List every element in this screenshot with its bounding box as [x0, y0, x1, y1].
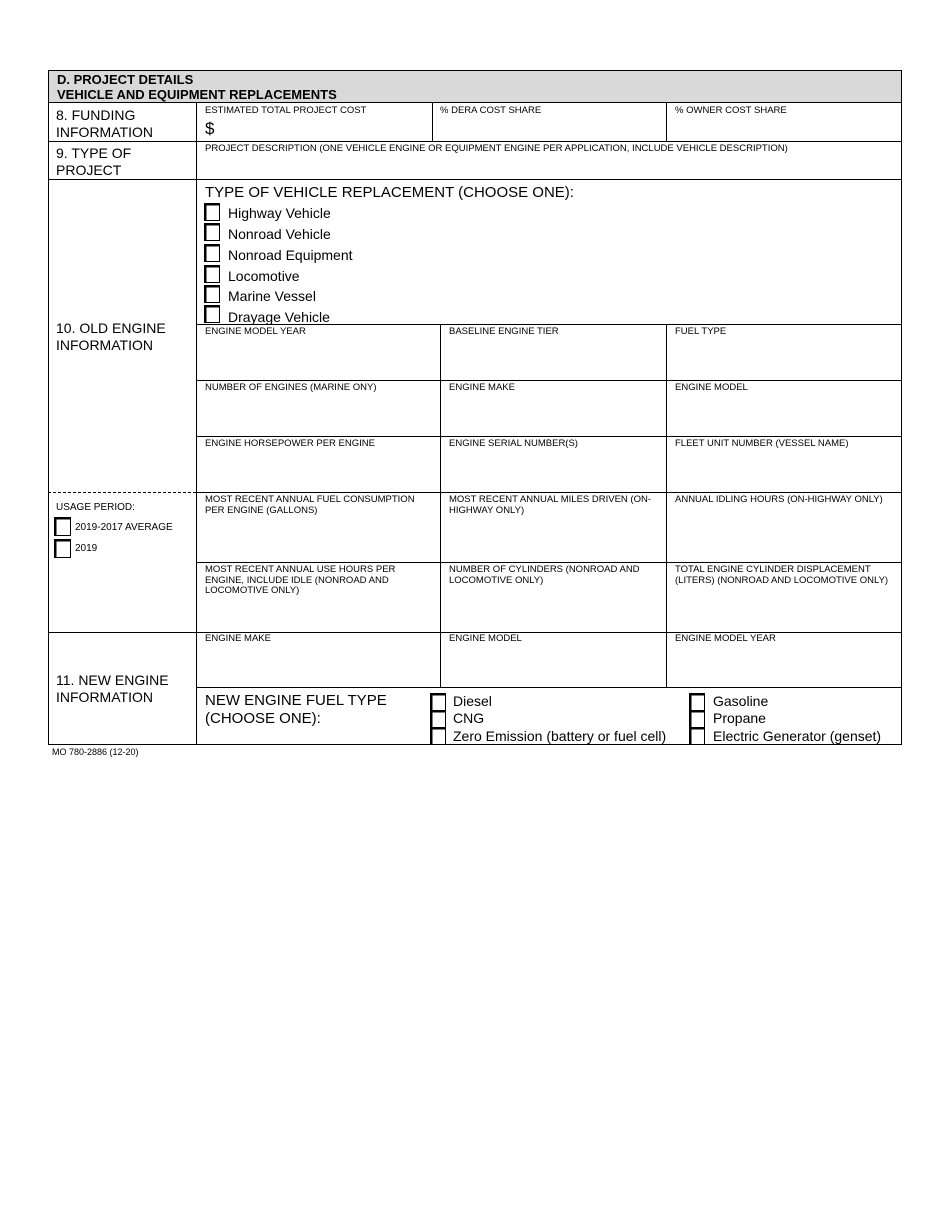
serial-numbers-input[interactable] [449, 452, 659, 488]
old-engine-make-input[interactable] [449, 396, 659, 432]
idling-hours-label: ANNUAL IDLING HOURS (ON-HIGHWAY ONLY) [675, 494, 883, 505]
project-type-label: 9. TYPE OF PROJECT [56, 145, 132, 178]
drayage-vehicle-checkbox[interactable] [204, 305, 220, 323]
fuel-consumption-input[interactable] [205, 520, 433, 558]
zero-emission-label: Zero Emission (battery or fuel cell) [453, 728, 667, 744]
usage-2019-checkbox[interactable] [54, 539, 71, 558]
horsepower-input[interactable] [205, 452, 433, 488]
total-cost-label: ESTIMATED TOTAL PROJECT COST [205, 105, 367, 116]
diesel-checkbox[interactable] [430, 693, 446, 711]
usage-period-label: USAGE PERIOD: [56, 502, 135, 513]
new-engine-make-input[interactable] [205, 648, 433, 683]
old-engine-model-input[interactable] [675, 396, 895, 432]
new-engine-model-input[interactable] [449, 648, 659, 683]
old-engine-make-label: ENGINE MAKE [449, 382, 515, 393]
old-model-year-label: ENGINE MODEL YEAR [205, 326, 306, 337]
displacement-label: TOTAL ENGINE CYLINDER DISPLACEMENT (LITERS) (NONROAD AND LOCOMOTIVE ONLY) [675, 564, 889, 586]
horsepower-label: ENGINE HORSEPOWER PER ENGINE [205, 438, 375, 449]
miles-driven-label: MOST RECENT ANNUAL MILES DRIVEN (ON-HIGHWAY ONLY) [449, 494, 651, 516]
zero-emission-checkbox[interactable] [430, 727, 446, 745]
new-engine-make-label: ENGINE MAKE [205, 633, 271, 644]
fuel-type-label: FUEL TYPE [675, 326, 727, 337]
usage-2019-label: 2019 [75, 543, 98, 554]
drayage-vehicle-label: Drayage Vehicle [228, 309, 330, 325]
nonroad-vehicle-label: Nonroad Vehicle [228, 226, 331, 242]
num-engines-input[interactable] [205, 396, 433, 432]
genset-label: Electric Generator (genset) [713, 728, 882, 744]
cng-label: CNG [453, 710, 485, 726]
baseline-tier-input[interactable] [449, 340, 659, 376]
dera-share-input[interactable] [440, 118, 660, 138]
old-engine-label: 10. OLD ENGINE INFORMATION [56, 320, 166, 353]
usage-average-checkbox[interactable] [54, 517, 71, 536]
gasoline-checkbox[interactable] [689, 693, 705, 711]
nonroad-vehicle-checkbox[interactable] [204, 223, 220, 241]
owner-share-input[interactable] [675, 118, 895, 138]
fuel-type-input[interactable] [675, 340, 895, 376]
locomotive-checkbox[interactable] [204, 265, 220, 283]
owner-share-label: % OWNER COST SHARE [675, 105, 787, 116]
cylinders-input[interactable] [449, 600, 659, 628]
new-engine-label: 11. NEW ENGINE INFORMATION [56, 672, 169, 705]
fleet-unit-label: FLEET UNIT NUMBER (VESSEL NAME) [675, 438, 849, 449]
diesel-label: Diesel [453, 693, 492, 709]
funding-label: 8. FUNDING INFORMATION [56, 107, 153, 140]
use-hours-label: MOST RECENT ANNUAL USE HOURS PER ENGINE, INCLUDE IDLE (NONROAD AND LOCOMOTIVE ONLY) [205, 564, 396, 596]
new-model-year-input[interactable] [675, 648, 895, 683]
use-hours-input[interactable] [205, 600, 433, 628]
section-header [48, 70, 902, 103]
currency-symbol: $ [205, 119, 215, 138]
fleet-unit-input[interactable] [675, 452, 895, 488]
cylinders-label: NUMBER OF CYLINDERS (NONROAD AND LOCOMOTIVE ONLY) [449, 564, 640, 586]
highway-vehicle-checkbox[interactable] [204, 203, 220, 221]
project-description-label: PROJECT DESCRIPTION (ONE VEHICLE ENGINE OR EQUIPMENT ENGINE PER APPLICATION, INCLUDE VEHICLE DESCRIPTION) [205, 143, 788, 154]
project-description-input[interactable] [205, 156, 895, 176]
genset-checkbox[interactable] [689, 727, 705, 745]
idling-hours-input[interactable] [675, 520, 895, 558]
propane-label: Propane [713, 710, 766, 726]
serial-numbers-label: ENGINE SERIAL NUMBER(S) [449, 438, 578, 449]
usage-average-label: 2019-2017 AVERAGE [75, 522, 173, 533]
section-title: D. PROJECT DETAILS [57, 72, 194, 87]
fuel-type-heading: NEW ENGINE FUEL TYPE (CHOOSE ONE): [205, 692, 387, 727]
gasoline-label: Gasoline [713, 693, 769, 709]
baseline-tier-label: BASELINE ENGINE TIER [449, 326, 559, 337]
nonroad-equipment-label: Nonroad Equipment [228, 247, 353, 263]
propane-checkbox[interactable] [689, 710, 705, 728]
dera-share-label: % DERA COST SHARE [440, 105, 542, 116]
old-engine-model-label: ENGINE MODEL [675, 382, 748, 393]
marine-vessel-checkbox[interactable] [204, 285, 220, 303]
num-engines-label: NUMBER OF ENGINES (MARINE ONY) [205, 382, 377, 393]
form-number: MO 780-2886 (12-20) [52, 747, 139, 757]
nonroad-equipment-checkbox[interactable] [204, 244, 220, 262]
highway-vehicle-label: Highway Vehicle [228, 205, 331, 221]
old-model-year-input[interactable] [205, 340, 433, 376]
new-model-year-label: ENGINE MODEL YEAR [675, 633, 776, 644]
displacement-input[interactable] [675, 600, 895, 628]
replacement-heading: TYPE OF VEHICLE REPLACEMENT (CHOOSE ONE): [205, 184, 574, 201]
section-subtitle: VEHICLE AND EQUIPMENT REPLACEMENTS [57, 87, 337, 102]
marine-vessel-label: Marine Vessel [228, 288, 316, 304]
miles-driven-input[interactable] [449, 520, 659, 558]
total-cost-input[interactable] [216, 116, 426, 138]
fuel-consumption-label: MOST RECENT ANNUAL FUEL CONSUMPTION PER ENGINE (GALLONS) [205, 494, 415, 516]
locomotive-label: Locomotive [228, 268, 300, 284]
cng-checkbox[interactable] [430, 710, 446, 728]
new-engine-model-label: ENGINE MODEL [449, 633, 522, 644]
